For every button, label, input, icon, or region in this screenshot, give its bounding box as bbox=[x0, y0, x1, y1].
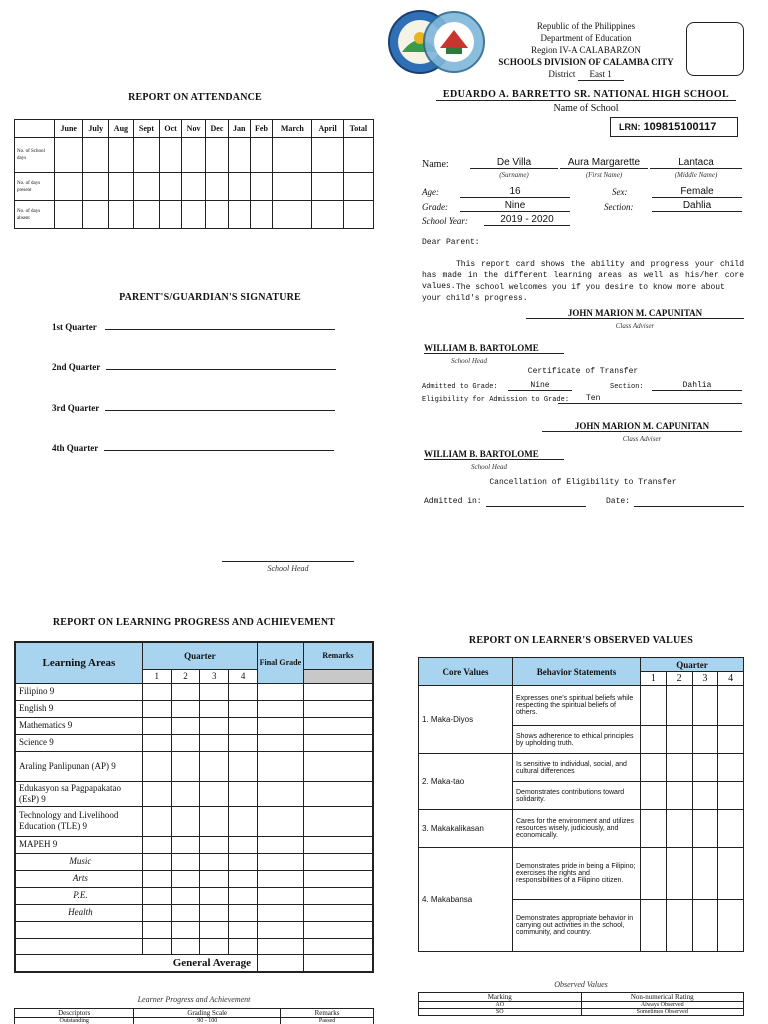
division-name: SCHOOLS DIVISION OF CALAMBA CITY bbox=[498, 57, 674, 67]
subject-row bbox=[15, 938, 373, 954]
grade-cell[interactable] bbox=[200, 683, 229, 700]
grade-cell[interactable] bbox=[142, 700, 171, 717]
core-values-header: Core Values bbox=[419, 658, 513, 686]
grade-cell[interactable] bbox=[200, 887, 229, 904]
final-grade-cell[interactable] bbox=[258, 781, 304, 806]
subject-name bbox=[15, 921, 142, 938]
grade-cell[interactable] bbox=[200, 751, 229, 781]
rating-cell[interactable] bbox=[718, 726, 744, 754]
grade-cell[interactable] bbox=[171, 700, 200, 717]
school-head-line bbox=[222, 561, 354, 562]
eligibility-value: Ten bbox=[558, 394, 742, 404]
quarter-number: 1 bbox=[641, 672, 667, 686]
areas-header: Learning Areas bbox=[15, 642, 142, 683]
admitted-in-line[interactable] bbox=[486, 506, 586, 507]
letter-greeting: Dear Parent: bbox=[422, 238, 480, 247]
signature-line[interactable] bbox=[105, 329, 335, 330]
district-label: District bbox=[548, 69, 576, 79]
subject-name: Arts bbox=[15, 870, 142, 887]
remarks-cell[interactable] bbox=[303, 700, 373, 717]
legend-cell: Passed bbox=[281, 1018, 374, 1024]
adviser-caption: Class Adviser bbox=[615, 322, 655, 330]
rating-cell[interactable] bbox=[692, 848, 718, 900]
rating-cell[interactable] bbox=[666, 686, 692, 726]
school-head-name: WILLIAM B. BARTOLOME bbox=[424, 343, 564, 354]
legend-table bbox=[14, 1008, 374, 1024]
grade-cell[interactable] bbox=[142, 683, 171, 700]
rating-cell[interactable] bbox=[666, 900, 692, 952]
rating-cell[interactable] bbox=[641, 726, 667, 754]
rating-cell[interactable] bbox=[692, 726, 718, 754]
subject-row bbox=[15, 904, 373, 921]
grade-cell[interactable] bbox=[200, 836, 229, 853]
remarks-header: Remarks bbox=[303, 642, 373, 669]
month-header: Aug bbox=[109, 120, 134, 138]
header-line: Department of Education bbox=[540, 33, 632, 43]
grade-label: Grade: bbox=[422, 202, 448, 212]
behavior-header: Behavior Statements bbox=[513, 658, 641, 686]
school-head-caption: School Head bbox=[451, 357, 487, 365]
deped-seal-icon bbox=[388, 8, 488, 76]
learning-rows bbox=[15, 683, 373, 954]
final-grade-cell[interactable] bbox=[258, 806, 304, 836]
signature-line[interactable] bbox=[105, 410, 335, 411]
certificate-title: Certificate of Transfer bbox=[527, 367, 639, 376]
observed-legend-cell: Sometimes Observed bbox=[581, 1009, 744, 1016]
grade-cell[interactable] bbox=[142, 751, 171, 781]
behavior-statement: Demonstrates pride in being a Filipino; exercises the rights and responsibilities of a Filipino citizen. bbox=[513, 848, 641, 900]
grade-cell[interactable] bbox=[229, 700, 258, 717]
grade-cell[interactable] bbox=[171, 870, 200, 887]
grade-cell[interactable] bbox=[171, 921, 200, 938]
grade-cell[interactable] bbox=[200, 700, 229, 717]
date-label: Date: bbox=[606, 497, 631, 506]
subject-row bbox=[15, 781, 373, 806]
month-header: April bbox=[312, 120, 343, 138]
general-average-cell[interactable] bbox=[258, 954, 304, 972]
middle-name-value: Lantaca bbox=[650, 157, 742, 169]
quarter-signature-row bbox=[52, 362, 336, 372]
grade-cell[interactable] bbox=[200, 938, 229, 954]
legend-col: Descriptors bbox=[15, 1009, 134, 1018]
subject-name: Filipino 9 bbox=[15, 683, 142, 700]
legend-title: Learner Progress and Achievement bbox=[137, 995, 251, 1004]
grade-cell[interactable] bbox=[229, 836, 258, 853]
surname-caption: (Surname) bbox=[499, 171, 529, 179]
behavior-statement: Is sensitive to individual, social, and cultural differences bbox=[513, 754, 641, 782]
rating-cell[interactable] bbox=[692, 810, 718, 848]
general-average-label: General Average bbox=[15, 954, 258, 972]
month-header: Dec bbox=[206, 120, 229, 138]
legend-col: Grading Scale bbox=[134, 1009, 281, 1018]
rating-cell[interactable] bbox=[718, 782, 744, 810]
grade-cell[interactable] bbox=[171, 836, 200, 853]
surname-value: De Villa bbox=[470, 157, 558, 169]
learning-table bbox=[14, 641, 374, 973]
remarks-cell[interactable] bbox=[303, 904, 373, 921]
attendance-corner bbox=[15, 120, 55, 138]
values-table bbox=[418, 657, 744, 952]
rating-cell[interactable] bbox=[641, 848, 667, 900]
attendance-table bbox=[14, 119, 374, 229]
grade-value: Nine bbox=[460, 200, 570, 212]
grade-cell[interactable] bbox=[200, 717, 229, 734]
quarter-number: 2 bbox=[171, 669, 200, 683]
rating-cell[interactable] bbox=[666, 754, 692, 782]
district-value: East 1 bbox=[578, 68, 624, 81]
behavior-statement: Demonstrates appropriate behavior in carrying out activities in the school, community, and country. bbox=[513, 900, 641, 952]
observed-legend-title: Observed Values bbox=[554, 980, 608, 989]
subject-row bbox=[15, 870, 373, 887]
quarter-label: 4th Quarter bbox=[52, 443, 99, 453]
rating-cell[interactable] bbox=[718, 900, 744, 952]
subject-row bbox=[15, 921, 373, 938]
photo-box bbox=[686, 22, 744, 76]
grade-cell[interactable] bbox=[200, 853, 229, 870]
legend-cell: Outstanding bbox=[15, 1018, 134, 1024]
grade-cell[interactable] bbox=[142, 938, 171, 954]
lrn-value: 109815100117 bbox=[643, 121, 717, 133]
school-name: EDUARDO A. BARRETTO SR. NATIONAL HIGH SCHOOL bbox=[436, 89, 736, 101]
final-grade-cell[interactable] bbox=[258, 870, 304, 887]
remarks-cell[interactable] bbox=[303, 806, 373, 836]
values-title: REPORT ON LEARNER'S OBSERVED VALUES bbox=[468, 635, 694, 646]
grade-cell[interactable] bbox=[171, 938, 200, 954]
header-line: Region IV-A CALABARZON bbox=[531, 45, 641, 55]
observed-legend-cell: AO bbox=[419, 1002, 582, 1009]
subject-name: Mathematics 9 bbox=[15, 717, 142, 734]
remarks-cell[interactable] bbox=[303, 717, 373, 734]
month-header: Total bbox=[343, 120, 373, 138]
school-head-caption: School Head bbox=[267, 564, 309, 573]
admitted-in-label: Admitted in: bbox=[424, 497, 482, 506]
school-year-label: School Year: bbox=[422, 216, 468, 226]
middle-name-caption: (Middle Name) bbox=[674, 171, 718, 179]
grade-cell[interactable] bbox=[171, 734, 200, 751]
observed-legend-col: Marking bbox=[419, 993, 582, 1002]
grade-cell[interactable] bbox=[142, 870, 171, 887]
subject-row bbox=[15, 734, 373, 751]
remarks-cell[interactable] bbox=[303, 751, 373, 781]
final-grade-cell[interactable] bbox=[258, 904, 304, 921]
remarks-cell[interactable] bbox=[303, 734, 373, 751]
transfer-head-name: WILLIAM B. BARTOLOME bbox=[424, 449, 564, 460]
signature-line[interactable] bbox=[104, 450, 334, 451]
quarter-number: 4 bbox=[229, 669, 258, 683]
subject-name: Music bbox=[15, 853, 142, 870]
grade-cell[interactable] bbox=[171, 717, 200, 734]
sex-value: Female bbox=[652, 186, 742, 198]
month-header: Sept bbox=[133, 120, 159, 138]
cancellation-title: Cancellation of Eligibility to Transfer bbox=[489, 478, 677, 487]
behavior-statement: Cares for the environment and utilizes resources wisely, judiciously, and economically. bbox=[513, 810, 641, 848]
observed-legend-cell: Always Observed bbox=[581, 1002, 744, 1009]
school-name-caption: Name of School bbox=[553, 103, 619, 114]
month-header: Feb bbox=[250, 120, 273, 138]
school-year-value: 2019 - 2020 bbox=[484, 214, 570, 226]
lrn-label: LRN: bbox=[619, 122, 641, 132]
subject-name bbox=[15, 938, 142, 954]
quarter-label: 3rd Quarter bbox=[52, 403, 100, 413]
subject-row bbox=[15, 806, 373, 836]
grade-cell[interactable] bbox=[171, 683, 200, 700]
section-value: Dahlia bbox=[652, 200, 742, 212]
sex-label: Sex: bbox=[612, 187, 628, 197]
grade-cell[interactable] bbox=[171, 853, 200, 870]
grade-cell[interactable] bbox=[142, 781, 171, 806]
month-header: Jan bbox=[228, 120, 250, 138]
age-value: 16 bbox=[460, 186, 570, 198]
rating-cell[interactable] bbox=[718, 810, 744, 848]
subject-name: English 9 bbox=[15, 700, 142, 717]
month-header: Oct bbox=[160, 120, 182, 138]
observed-legend-col: Non-numerical Rating bbox=[581, 993, 744, 1002]
rating-cell[interactable] bbox=[641, 782, 667, 810]
subject-row bbox=[15, 700, 373, 717]
rating-cell[interactable] bbox=[692, 900, 718, 952]
name-label: Name: bbox=[422, 159, 449, 170]
remarks-cell[interactable] bbox=[303, 887, 373, 904]
month-header: June bbox=[55, 120, 83, 138]
transfer-adviser-caption: Class Adviser bbox=[622, 435, 662, 443]
rating-cell[interactable] bbox=[718, 754, 744, 782]
month-header: March bbox=[273, 120, 312, 138]
remarks-cell[interactable] bbox=[303, 836, 373, 853]
grade-cell[interactable] bbox=[229, 717, 258, 734]
transfer-section-label: Section: bbox=[610, 383, 644, 391]
grade-cell[interactable] bbox=[229, 887, 258, 904]
grade-cell[interactable] bbox=[229, 904, 258, 921]
core-value: 3. Makakalikasan bbox=[419, 810, 513, 848]
grade-cell[interactable] bbox=[142, 853, 171, 870]
subject-name: Health bbox=[15, 904, 142, 921]
subject-row bbox=[15, 751, 373, 781]
rating-cell[interactable] bbox=[641, 900, 667, 952]
grade-cell[interactable] bbox=[142, 904, 171, 921]
final-grade-cell[interactable] bbox=[258, 836, 304, 853]
grade-cell[interactable] bbox=[171, 887, 200, 904]
general-average-remarks[interactable] bbox=[303, 954, 373, 972]
grade-cell[interactable] bbox=[142, 921, 171, 938]
quarter-number: 3 bbox=[692, 672, 718, 686]
remarks-cell[interactable] bbox=[303, 938, 373, 954]
signature-line[interactable] bbox=[106, 369, 336, 370]
quarter-label: 1st Quarter bbox=[52, 322, 97, 332]
letter-paragraph: The school welcomes you if you desire to know more about your child's progress. bbox=[422, 283, 725, 303]
quarter-signature-row bbox=[52, 322, 335, 332]
final-grade-cell[interactable] bbox=[258, 887, 304, 904]
rating-cell[interactable] bbox=[666, 810, 692, 848]
grade-cell[interactable] bbox=[142, 836, 171, 853]
grade-cell[interactable] bbox=[229, 806, 258, 836]
grade-cell[interactable] bbox=[200, 921, 229, 938]
grade-cell[interactable] bbox=[200, 870, 229, 887]
core-value: 1. Maka-Diyos bbox=[419, 686, 513, 754]
core-value: 4. Makabansa bbox=[419, 848, 513, 952]
final-grade-cell[interactable] bbox=[258, 717, 304, 734]
attendance-row-label: No. of School days bbox=[15, 138, 55, 173]
quarter-signature-row bbox=[52, 443, 334, 453]
grade-cell[interactable] bbox=[171, 806, 200, 836]
quarter-header: Quarter bbox=[142, 642, 257, 669]
grade-cell[interactable] bbox=[229, 751, 258, 781]
grade-cell[interactable] bbox=[229, 734, 258, 751]
transfer-head-caption: School Head bbox=[471, 463, 507, 471]
grade-cell[interactable] bbox=[142, 734, 171, 751]
legend-col: Remarks bbox=[281, 1009, 374, 1018]
grade-cell[interactable] bbox=[200, 806, 229, 836]
subject-name: Edukasyon sa Pagpapakatao (EsP) 9 bbox=[15, 781, 142, 806]
attendance-row-label: No. of days absent bbox=[15, 201, 55, 229]
section-label: Section: bbox=[604, 202, 634, 212]
attendance-row-label: No. of days present bbox=[15, 173, 55, 201]
subject-name: Technology and Livelihood Education (TLE) 9 bbox=[15, 806, 142, 836]
subject-row bbox=[15, 887, 373, 904]
grade-cell[interactable] bbox=[229, 683, 258, 700]
rating-cell[interactable] bbox=[641, 754, 667, 782]
grade-cell[interactable] bbox=[142, 887, 171, 904]
quarter-number: 1 bbox=[142, 669, 171, 683]
rating-cell[interactable] bbox=[641, 686, 667, 726]
month-header: July bbox=[83, 120, 109, 138]
core-value: 2. Maka-tao bbox=[419, 754, 513, 810]
rating-cell[interactable] bbox=[692, 686, 718, 726]
transfer-adviser-name: JOHN MARION M. CAPUNITAN bbox=[542, 421, 742, 432]
lrn-box bbox=[610, 117, 738, 137]
final-grade-cell[interactable] bbox=[258, 938, 304, 954]
subject-row bbox=[15, 683, 373, 700]
rating-cell[interactable] bbox=[666, 782, 692, 810]
adviser-name: JOHN MARION M. CAPUNITAN bbox=[526, 308, 744, 319]
final-grade-cell[interactable] bbox=[258, 853, 304, 870]
final-grade-cell[interactable] bbox=[258, 751, 304, 781]
grade-cell[interactable] bbox=[171, 781, 200, 806]
grade-cell[interactable] bbox=[229, 853, 258, 870]
remarks-cell[interactable] bbox=[303, 921, 373, 938]
final-grade-cell[interactable] bbox=[258, 734, 304, 751]
rating-cell[interactable] bbox=[666, 848, 692, 900]
grade-cell[interactable] bbox=[142, 806, 171, 836]
agency-header bbox=[476, 20, 696, 81]
grade-cell[interactable] bbox=[171, 751, 200, 781]
district-row bbox=[476, 68, 696, 81]
grade-cell[interactable] bbox=[229, 921, 258, 938]
quarter-number: 3 bbox=[200, 669, 229, 683]
subject-row bbox=[15, 717, 373, 734]
age-label: Age: bbox=[422, 187, 439, 197]
values-quarter-header: Quarter bbox=[641, 658, 744, 672]
attendance-title: REPORT ON ATTENDANCE bbox=[128, 92, 262, 103]
grade-cell[interactable] bbox=[229, 938, 258, 954]
quarter-signature-row bbox=[52, 403, 335, 413]
remarks-cell[interactable] bbox=[303, 853, 373, 870]
behavior-statement: Demonstrates contributions toward solidarity. bbox=[513, 782, 641, 810]
first-name-caption: (First Name) bbox=[585, 171, 623, 179]
quarter-number: 2 bbox=[666, 672, 692, 686]
quarter-label: 2nd Quarter bbox=[52, 362, 101, 372]
subject-name: Science 9 bbox=[15, 734, 142, 751]
final-grade-cell[interactable] bbox=[258, 700, 304, 717]
transfer-section-value: Dahlia bbox=[652, 381, 742, 391]
first-name-value: Aura Margarette bbox=[560, 157, 648, 169]
final-grade-cell[interactable] bbox=[258, 921, 304, 938]
final-grade-header: Final Grade bbox=[258, 642, 304, 683]
grade-cell[interactable] bbox=[200, 781, 229, 806]
month-header: Nov bbox=[182, 120, 206, 138]
remarks-cell[interactable] bbox=[303, 781, 373, 806]
final-grade-cell[interactable] bbox=[258, 683, 304, 700]
subject-name: P.E. bbox=[15, 887, 142, 904]
admitted-grade-value: Nine bbox=[508, 381, 572, 391]
behavior-statement: Shows adherence to ethical principles by upholding truth. bbox=[513, 726, 641, 754]
admitted-grade-label: Admitted to Grade: bbox=[422, 383, 498, 391]
remarks-cell[interactable] bbox=[303, 683, 373, 700]
subject-name: MAPEH 9 bbox=[15, 836, 142, 853]
subject-row bbox=[15, 853, 373, 870]
date-line[interactable] bbox=[634, 506, 744, 507]
rating-cell[interactable] bbox=[666, 726, 692, 754]
rating-cell[interactable] bbox=[692, 782, 718, 810]
letter-paragraph: This report card shows the ability and progress your child has made in the different learning areas as well as his/her core values. bbox=[422, 260, 744, 291]
remarks-subheader bbox=[303, 669, 373, 683]
learning-title: REPORT ON LEARNING PROGRESS AND ACHIEVEMENT bbox=[52, 617, 336, 628]
rating-cell[interactable] bbox=[692, 754, 718, 782]
legend-cell: 90 - 100 bbox=[134, 1018, 281, 1024]
quarter-number: 4 bbox=[718, 672, 744, 686]
subject-row bbox=[15, 836, 373, 853]
subject-name: Araling Panlipunan (AP) 9 bbox=[15, 751, 142, 781]
rating-cell[interactable] bbox=[718, 848, 744, 900]
rating-cell[interactable] bbox=[718, 686, 744, 726]
eligibility-label: Eligibility for Admission to Grade: bbox=[422, 396, 570, 404]
observed-legend-table bbox=[418, 992, 744, 1016]
grade-cell[interactable] bbox=[229, 781, 258, 806]
behavior-statement: Expresses one's spiritual beliefs while respecting the spiritual beliefs of others. bbox=[513, 686, 641, 726]
grade-cell[interactable] bbox=[200, 734, 229, 751]
grade-cell[interactable] bbox=[229, 870, 258, 887]
grade-cell[interactable] bbox=[171, 904, 200, 921]
parents-title: PARENT'S/GUARDIAN'S SIGNATURE bbox=[119, 292, 301, 303]
header-line: Republic of the Philippines bbox=[536, 21, 636, 31]
grade-cell[interactable] bbox=[142, 717, 171, 734]
grade-cell[interactable] bbox=[200, 904, 229, 921]
rating-cell[interactable] bbox=[641, 810, 667, 848]
remarks-cell[interactable] bbox=[303, 870, 373, 887]
observed-legend-cell: SO bbox=[419, 1009, 582, 1016]
